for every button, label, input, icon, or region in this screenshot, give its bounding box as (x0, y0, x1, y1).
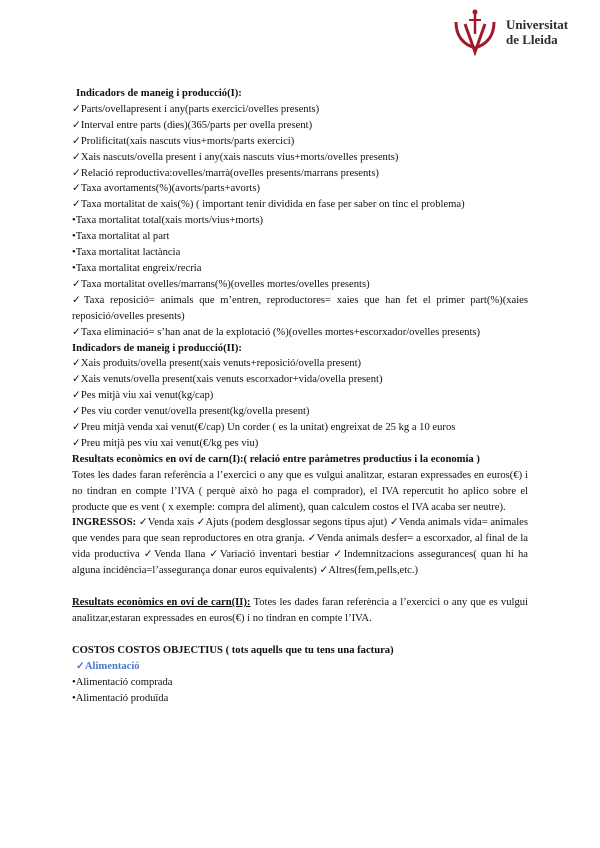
list-item (72, 245, 528, 261)
section-1-title: Indicadors de maneig i producció(I): (76, 88, 242, 99)
list-item (72, 229, 528, 245)
list-item: •Alimentació produïda (72, 692, 169, 704)
list-item-text: Interval entre parts (dies)(365/parts per ovella present) (80, 119, 313, 131)
bullet-icon: ✓ (72, 422, 81, 434)
logo-line-1: Universitat (506, 17, 569, 32)
bullet-icon: ✓ (72, 406, 81, 418)
list-item: •Alimentació comprada (72, 676, 173, 688)
list-item (72, 150, 528, 166)
bullet-icon: ✓ (72, 437, 81, 449)
section-4-text: Totes les dades faran referència a l’exercici o any que es vulgui analitzar,estaran expressades en euros(€) i no tindran en compte l’IVA. (72, 597, 529, 624)
list-item (72, 436, 528, 452)
section-4-paragraph (72, 595, 528, 627)
reposicio-paragraph: ✓Taxa reposició= animals que m’entren, reproductores= xaies que han fet el primer part(%)(xaies reposició/ovelles presents) (72, 294, 528, 322)
section-5-title: COSTOS COSTOS OBJECTIUS ( tots aquells que tu tens una factura) (72, 644, 394, 656)
section-2-title: Indicadors de maneig i producció(II): (72, 342, 242, 354)
list-item-text: Taxa mortalitat lactància (75, 247, 181, 259)
logo-line-2: de Lleida (506, 32, 558, 47)
bullet-icon: ✓ (72, 103, 81, 115)
bullet-icon: • (72, 262, 76, 274)
list-item (72, 356, 528, 372)
list-item (72, 118, 528, 134)
bullet-icon: ✓ (72, 167, 81, 179)
list-item-text: Taxa mortalitat ovelles/marrans(%)(ovelles mortes/ovelles presents) (80, 278, 370, 290)
bullet-icon: • (72, 247, 76, 259)
list-item (72, 388, 528, 404)
list-item-text: Taxa mortalitat total(xais morts/vius+morts) (75, 215, 264, 227)
list-item (72, 102, 528, 118)
section-2-list (72, 356, 528, 451)
list-item-text: Preu mitjà venda xai venut(€/cap) Un corder ( es la unitat) engreixat de 25 kg a 10 euros (80, 422, 456, 434)
list-item-text: Relació reproductiva:ovelles/marrà(ovelles presents/marrans presents) (80, 167, 379, 179)
bullet-icon: ✓ (72, 278, 81, 290)
bullet-icon: ✓ (72, 183, 81, 195)
list-item-text: Prolificitat(xais nascuts vius+morts/parts exercici) (80, 135, 295, 147)
list-item (72, 404, 528, 420)
list-item-text: Taxa mortalitat al part (75, 231, 170, 243)
list-item-text: Xais produits/ovella present(xais venuts+reposició/ovella present) (80, 358, 362, 370)
list-item (72, 166, 528, 182)
eliminacio-paragraph: ✓Taxa eliminació= s’han anat de la explotació (%)(ovelles mortes+escorxador/ovelles presents) (72, 326, 481, 338)
bullet-icon: ✓ (72, 119, 81, 131)
bullet-icon: ✓ (72, 390, 81, 402)
section-5-list (72, 675, 528, 707)
list-item (72, 197, 528, 213)
bullet-icon: ✓ (72, 358, 81, 370)
list-item-text: Parts/ovellapresent i any(parts exercici/ovelles presents) (80, 103, 320, 115)
ingressos-text: ✓Venda xais ✓Ajuts (podem desglossar segons tipus ajut) ✓Venda animals vida= animales que vendes para que sean reproductores en otra granja. ✓Venda animals desfer= a escorxador, al final de la vida productiva ✓Venda llana ✓Variació inventari bestiar ✓Indemnitzacions assegurances( quan hi ha alguna incidència=l’assegurança donar euros equivalents) ✓Altres(fem,pells,etc.) (72, 517, 528, 577)
bullet-icon: ✓ (72, 374, 81, 386)
list-item (72, 420, 528, 436)
ingressos-paragraph (72, 515, 528, 579)
section-4-title: Resultats econòmics en oví de carn(II): (72, 597, 251, 609)
bullet-icon: • (72, 215, 76, 227)
list-item-text: Pes mitjà viu xai venut(kg/cap) (80, 390, 214, 402)
list-item-text: Pes viu corder venut/ovella present(kg/ovella present) (80, 406, 310, 418)
university-name (506, 17, 568, 47)
list-item-text: Taxa avortaments(%)(avorts/parts+avorts) (80, 183, 260, 195)
university-logo (448, 8, 593, 56)
bullet-icon: • (72, 231, 76, 243)
list-item-text: Preu mitjà pes viu xai venut(€/kg pes viu) (80, 437, 259, 449)
bullet-icon: ✓ (72, 151, 81, 163)
list-item (72, 261, 528, 277)
bullet-icon: ✓ (72, 135, 81, 147)
list-item (72, 134, 528, 150)
section-1-list (72, 102, 528, 293)
list-item-text: Xais venuts/ovella present(xais venuts escorxador+vida/ovella present) (80, 374, 383, 386)
bullet-icon: ✓ (72, 199, 81, 211)
list-item (72, 372, 528, 388)
list-item (72, 277, 528, 293)
ingressos-label: INGRESSOS: (72, 517, 137, 529)
section-3-paragraph: Totes les dades faran referència a l’exercici o any que es vulgui analitzar, estaran expressades en euros(€) i no tindran en compte l’IVA ( perquè això ho paga el comprador), el IVA repercutit ho aplico sobre el producte que es vent ( x exemple: compra del aliment), quan calculem costos el IVA acaba ser neutre). (72, 469, 528, 513)
list-item-text: Taxa mortalitat engreix/recria (75, 262, 202, 274)
university-crest-icon (448, 8, 502, 56)
list-item-text: Taxa mortalitat de xais(%) ( important tenir dividida en fase per saber on tinc el problema) (80, 199, 465, 211)
document-body (72, 86, 528, 707)
alimentacio-heading: ✓Alimentació (76, 660, 140, 672)
list-item (72, 213, 528, 229)
section-3-title: Resultats econòmics en oví de carn(I):( relació entre paràmetres productius i la economía ) (72, 453, 480, 465)
list-item (72, 181, 528, 197)
list-item-text: Xais nascuts/ovella present i any(xais nascuts vius+morts/ovelles presents) (80, 151, 399, 163)
